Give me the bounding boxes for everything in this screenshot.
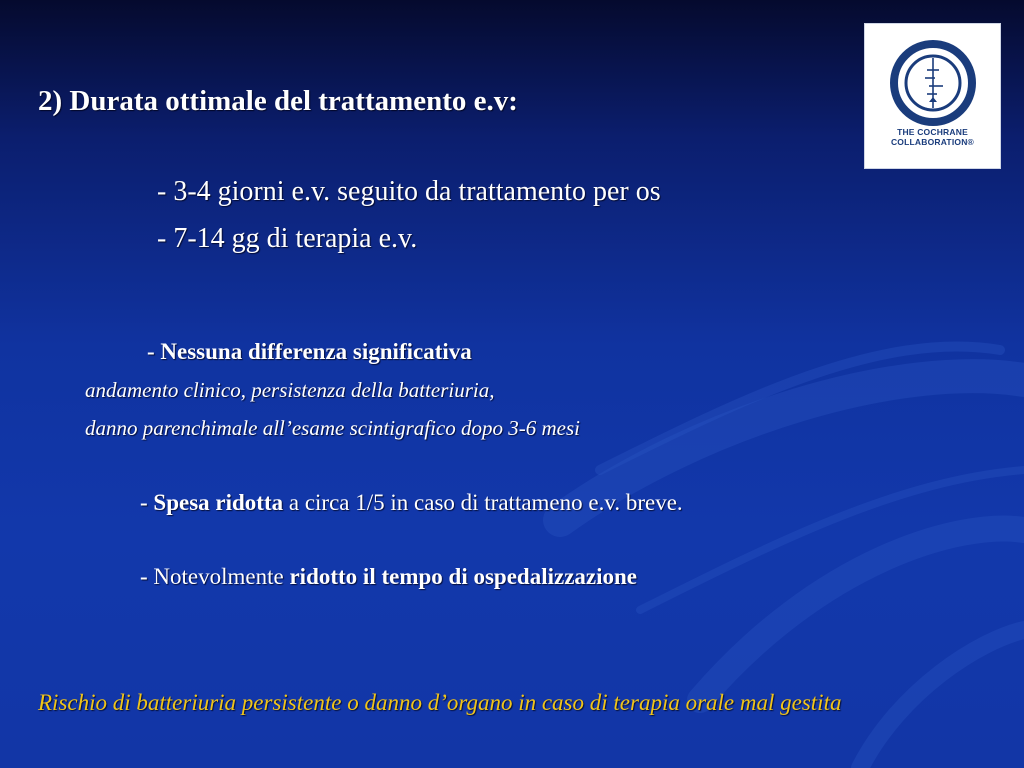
finding-notevol-word: Notevolmente bbox=[153, 564, 284, 589]
finding-spesa bbox=[140, 490, 683, 516]
finding-nessuna-detail: andamento clinico, persistenza della batteriuria, bbox=[85, 378, 495, 402]
logo-text-line1: THE COCHRANE bbox=[897, 127, 968, 137]
finding-notevol-bold: ridotto il tempo di ospedalizzazione bbox=[289, 564, 637, 589]
bullet-item: - 7-14 gg di terapia e.v. bbox=[157, 223, 418, 254]
finding-spesa-bold: - Spesa ridotta bbox=[140, 490, 284, 515]
bullet-item: - 3-4 giorni e.v. seguito da trattamento per os bbox=[157, 176, 661, 207]
finding-nessuna-detail: danno parenchimale all’esame scintigrafico dopo 3-6 mesi bbox=[85, 416, 580, 440]
cochrane-logo bbox=[864, 23, 1001, 169]
finding-spesa-rest: a circa 1/5 in caso di trattameno e.v. breve. bbox=[288, 490, 683, 515]
cochrane-logo-icon bbox=[887, 40, 979, 126]
finding-dash: - bbox=[140, 564, 148, 589]
logo-text-line2: COLLABORATION® bbox=[890, 137, 975, 147]
slide-title: 2) Durata ottimale del trattamento e.v: bbox=[38, 85, 518, 117]
finding-ospedalizzazione bbox=[140, 564, 637, 590]
finding-nessuna-heading: - Nessuna differenza significativa bbox=[147, 339, 472, 364]
warning-note: Rischio di batteriuria persistente o danno d’organo in caso di terapia orale mal gestita bbox=[38, 690, 842, 715]
